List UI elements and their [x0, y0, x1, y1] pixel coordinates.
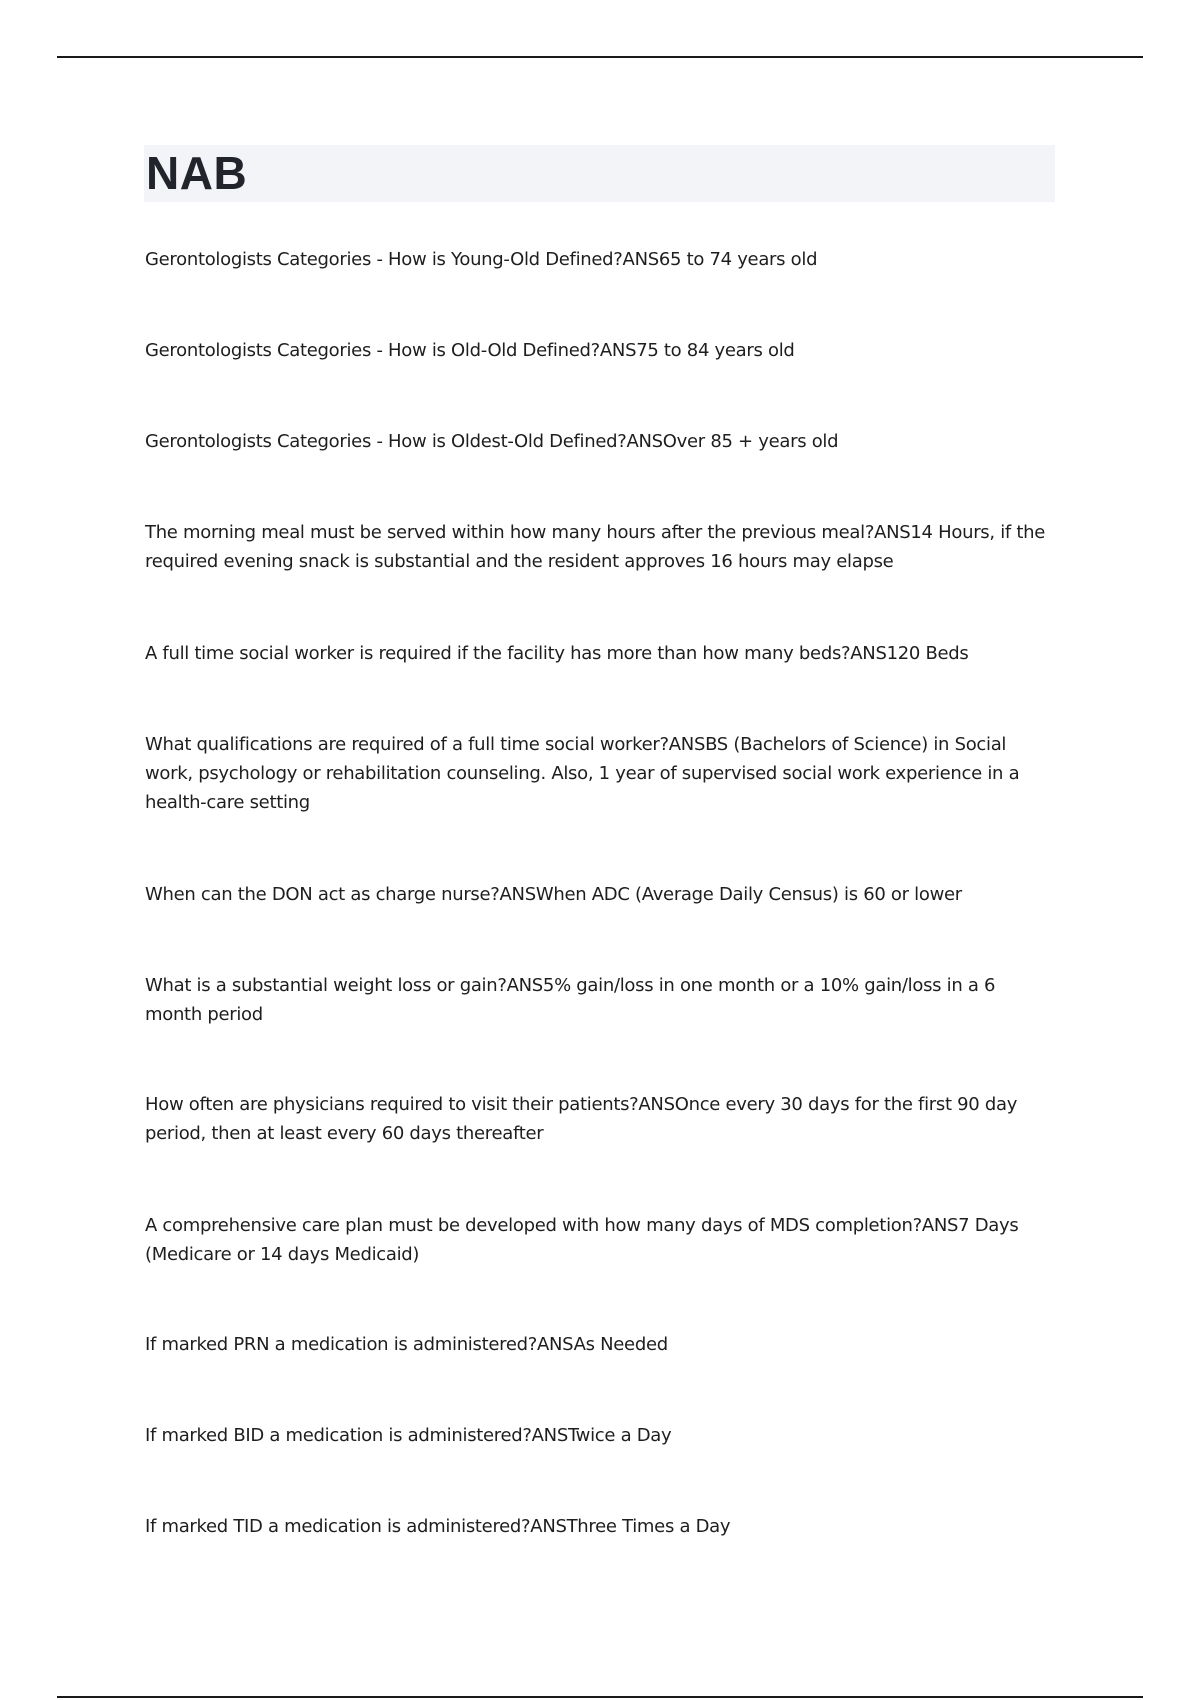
title-band	[144, 145, 1055, 202]
top-divider	[57, 56, 1143, 58]
qa-item: Gerontologists Categories - How is Young-Old Defined?ANS65 to 74 years old	[145, 249, 818, 270]
qa-item: A comprehensive care plan must be developed with how many days of MDS completion?ANS7 Days (Medicare or 14 days Medicaid)	[145, 1215, 1019, 1265]
qa-item: If marked PRN a medication is administered?ANSAs Needed	[145, 1334, 668, 1355]
qa-item: Gerontologists Categories - How is Old-Old Defined?ANS75 to 84 years old	[145, 340, 795, 361]
qa-item: If marked TID a medication is administered?ANSThree Times a Day	[145, 1516, 731, 1537]
qa-item: When can the DON act as charge nurse?ANSWhen ADC (Average Daily Census) is 60 or lower	[145, 884, 962, 905]
qa-item: If marked BID a medication is administered?ANSTwice a Day	[145, 1425, 672, 1446]
qa-item: What qualifications are required of a full time social worker?ANSBS (Bachelors of Science) in Social work, psychology or rehabilitation counseling. Also, 1 year of supervised social work experience in a health-care setting	[145, 734, 1020, 813]
qa-item: How often are physicians required to visit their patients?ANSOnce every 30 days for the first 90 day period, then at least every 60 days thereafter	[145, 1094, 1018, 1144]
page-title: NAB	[146, 147, 248, 199]
qa-item: Gerontologists Categories - How is Oldest-Old Defined?ANSOver 85 + years old	[145, 431, 839, 452]
qa-item: What is a substantial weight loss or gain?ANS5% gain/loss in one month or a 10% gain/loss in a 6 month period	[145, 975, 996, 1025]
bottom-divider	[57, 1696, 1143, 1698]
qa-item: A full time social worker is required if the facility has more than how many beds?ANS120 Beds	[145, 643, 969, 664]
qa-item: The morning meal must be served within how many hours after the previous meal?ANS14 Hours, if the required evening snack is substantial and the resident approves 16 hours may elapse	[145, 522, 1046, 572]
